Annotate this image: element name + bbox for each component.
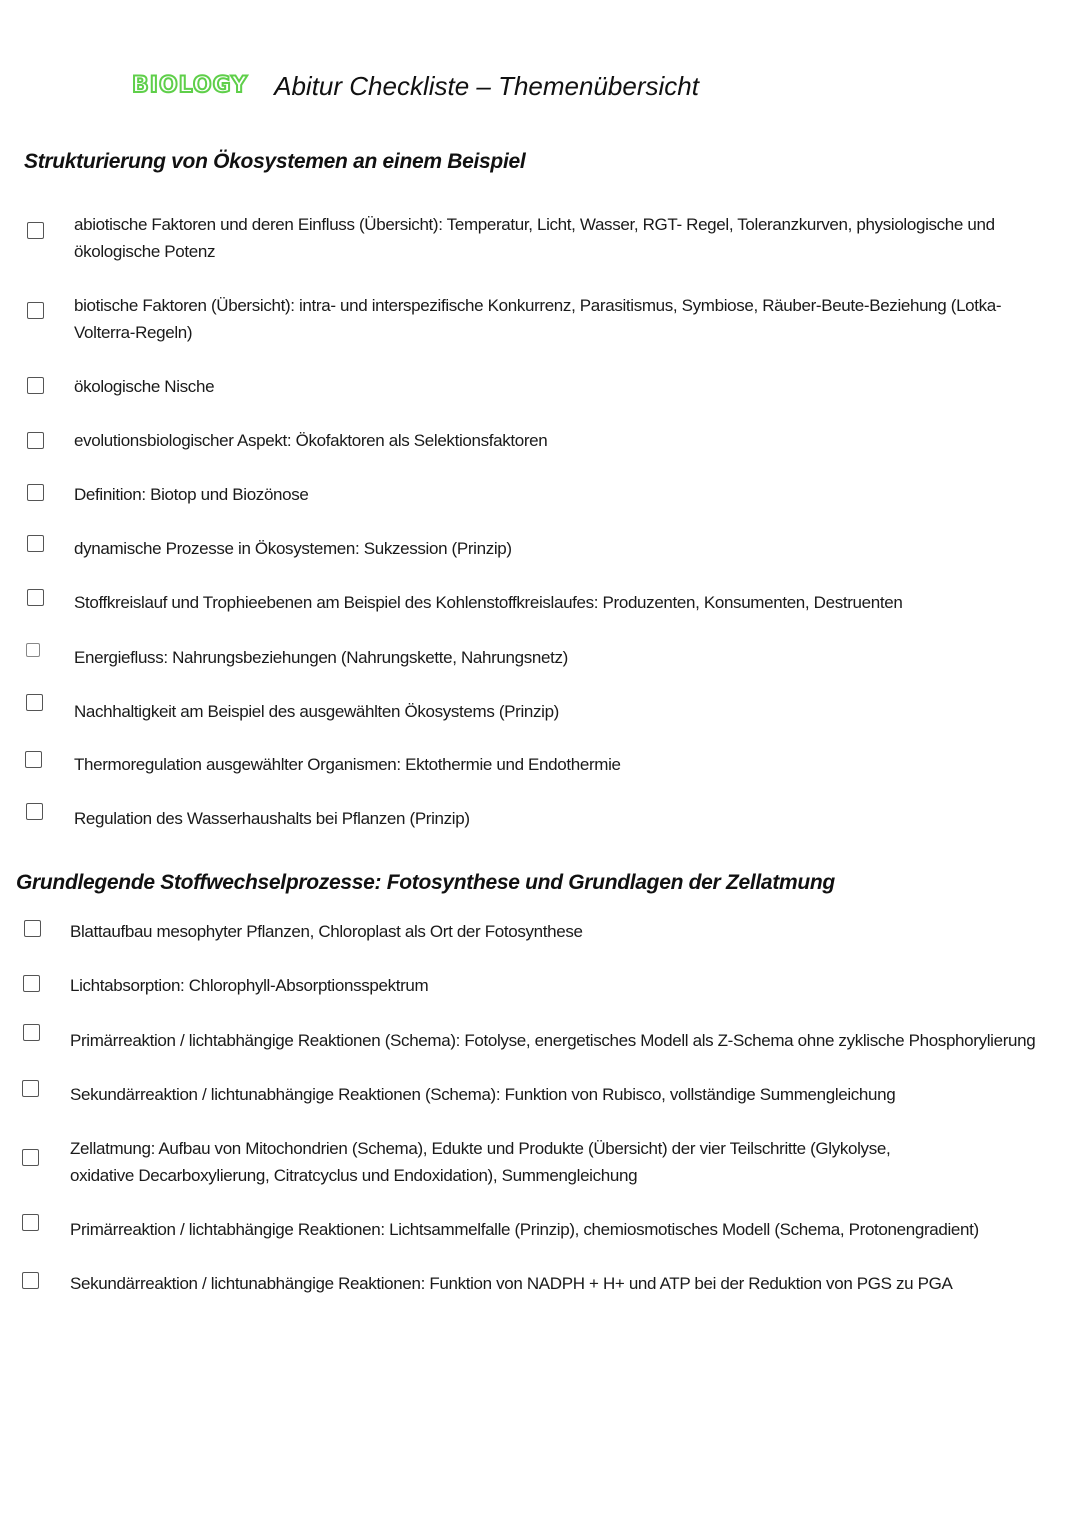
item-text: Sekundärreaktion / lichtunabhängige Reaktionen (Schema): Funktion von Rubisco, vollständige Summengleichung	[70, 1085, 896, 1104]
checkbox[interactable]	[22, 1272, 39, 1289]
item-text: Zellatmung: Aufbau von Mitochondrien (Schema), Edukte und Produkte (Übersicht) der vier Teilschritte (Glykolyse, oxidative Decarboxylierung, Citratcyclus und Endoxidation), Summengleichung	[70, 1139, 891, 1185]
checkbox[interactable]	[26, 694, 43, 711]
page-header	[132, 66, 699, 106]
item-text: dynamische Prozesse in Ökosystemen: Sukzession (Prinzip)	[74, 539, 512, 558]
checkbox[interactable]	[27, 222, 44, 239]
checkbox[interactable]	[27, 535, 44, 552]
biology-logo: BIOLOGY	[132, 73, 249, 98]
item-text: Energiefluss: Nahrungsbeziehungen (Nahrungskette, Nahrungsnetz)	[74, 648, 568, 667]
page-title: Abitur Checkliste – Themenübersicht	[274, 71, 699, 101]
section-heading-stoffwechsel: Grundlegende Stoffwechselprozesse: Fotosynthese und Grundlagen der Zellatmung	[16, 871, 835, 894]
item-text: Definition: Biotop und Biozönose	[74, 485, 309, 504]
checkbox[interactable]	[27, 302, 44, 319]
item-text: biotische Faktoren (Übersicht): intra- und interspezifische Konkurrenz, Parasitismus, Symbiose, Räuber-Beute-Beziehung (Lotka-Volterra-Regeln)	[74, 296, 1002, 342]
item-text: Primärreaktion / lichtabhängige Reaktionen (Schema): Fotolyse, energetisches Modell als Z-Schema ohne zyklische Phosphorylierung	[70, 1031, 1036, 1050]
item-text: Regulation des Wasserhaushalts bei Pflanzen (Prinzip)	[74, 809, 470, 828]
item-text: ökologische Nische	[74, 377, 215, 396]
checkbox[interactable]	[27, 377, 44, 394]
item-text: Stoffkreislauf und Trophieebenen am Beispiel des Kohlenstoffkreislaufes: Produzenten, Konsumenten, Destruenten	[74, 593, 903, 612]
item-text: Thermoregulation ausgewählter Organismen: Ektothermie und Endothermie	[74, 755, 621, 774]
checkbox[interactable]	[24, 920, 41, 937]
checkbox[interactable]	[23, 975, 40, 992]
checkbox[interactable]	[27, 432, 44, 449]
item-text: Nachhaltigkeit am Beispiel des ausgewählten Ökosystems (Prinzip)	[74, 702, 559, 721]
checkbox[interactable]	[27, 484, 44, 501]
checkbox[interactable]	[22, 1214, 39, 1231]
item-text: Blattaufbau mesophyter Pflanzen, Chloroplast als Ort der Fotosynthese	[70, 922, 583, 941]
checkbox[interactable]	[26, 803, 43, 820]
item-text: Primärreaktion / lichtabhängige Reaktionen: Lichtsammelfalle (Prinzip), chemiosmotisches Modell (Schema, Protonengradient)	[70, 1220, 979, 1239]
item-text: Sekundärreaktion / lichtunabhängige Reaktionen: Funktion von NADPH + H+ und ATP bei der Reduktion von PGS zu PGA	[70, 1274, 953, 1293]
checkbox[interactable]	[23, 1024, 40, 1041]
checkbox[interactable]	[22, 1080, 39, 1097]
section-heading-oekosysteme: Strukturierung von Ökosystemen an einem Beispiel	[24, 150, 526, 173]
checkbox[interactable]	[27, 589, 44, 606]
checkbox[interactable]	[25, 751, 42, 768]
item-text: Lichtabsorption: Chlorophyll-Absorptionsspektrum	[70, 976, 429, 995]
checkbox[interactable]	[22, 1149, 39, 1166]
item-text: abiotische Faktoren und deren Einfluss (Übersicht): Temperatur, Licht, Wasser, RGT- Regel, Toleranzkurven, physiologische und ökologische Potenz	[74, 215, 995, 261]
item-text: evolutionsbiologischer Aspekt: Ökofaktoren als Selektionsfaktoren	[74, 431, 548, 450]
checkbox[interactable]	[26, 643, 40, 657]
